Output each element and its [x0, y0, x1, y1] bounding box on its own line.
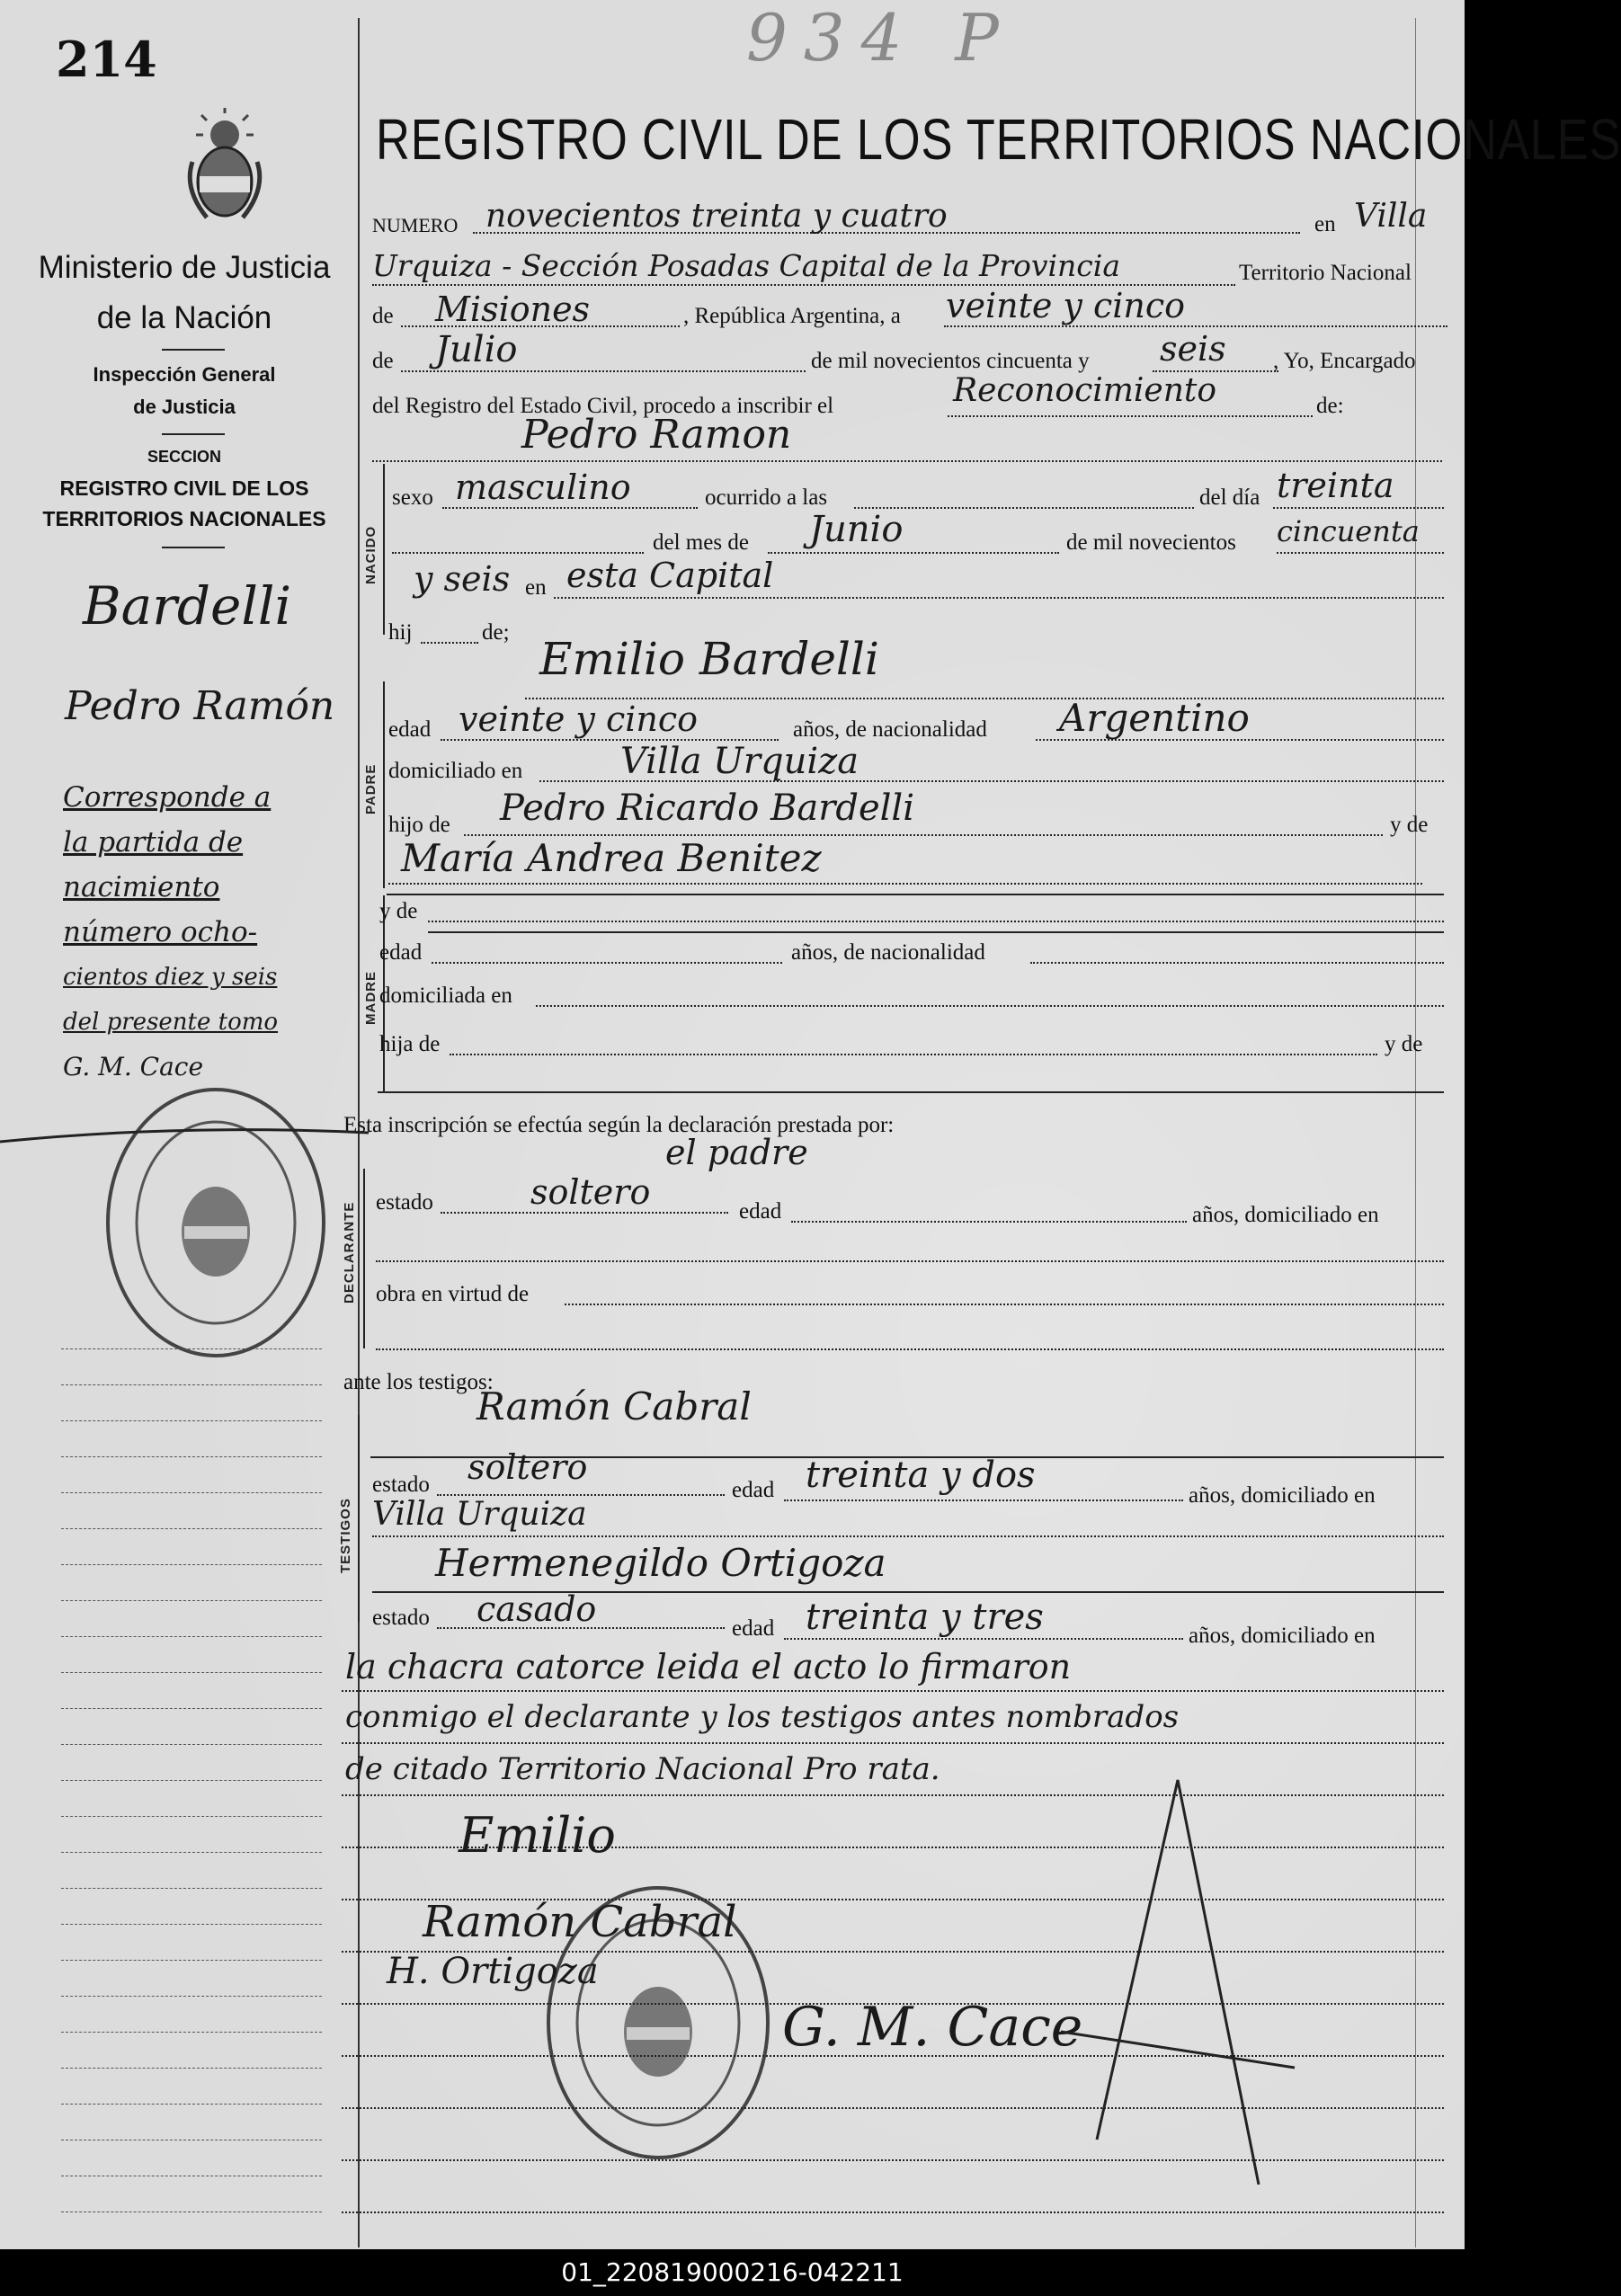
- hw-closing-line: conmigo el declarante y los testigos antes nombrados: [345, 1699, 1180, 1735]
- label-de-semicolon: de;: [482, 620, 510, 645]
- hw-father-name: Emilio Bardelli: [539, 633, 879, 685]
- hw-act-type: Reconocimiento: [953, 372, 1217, 409]
- page-number: 214: [56, 31, 157, 88]
- label-y-de: y de: [1390, 813, 1429, 837]
- sidebar-note-line: Corresponde a: [63, 781, 272, 814]
- hw-father-father: Pedro Ricardo Bardelli: [500, 788, 915, 829]
- label-hijo-de: hijo de: [388, 813, 450, 837]
- hw-declarant: el padre: [665, 1133, 808, 1172]
- hw-year-suffix: seis: [1160, 329, 1226, 369]
- hw-witness1-estado: soltero: [468, 1447, 588, 1487]
- label-ante-testigos: ante los testigos:: [343, 1370, 494, 1394]
- sidebar-note-line: la partida de: [63, 826, 244, 859]
- sidebar-given-names: Pedro Ramón: [65, 683, 335, 729]
- label-yo-encargado: , Yo, Encargado: [1273, 349, 1416, 373]
- label-domiciliado-en: domiciliado en: [388, 759, 523, 783]
- label-estado-declarante: estado: [376, 1190, 433, 1215]
- sidebar-note-line: nacimiento: [63, 871, 220, 903]
- signature-2: Ramón Cabral: [423, 1897, 737, 1947]
- label-anos-domiciliado: años, domiciliado en: [1192, 1203, 1379, 1227]
- hw-anio: cincuenta: [1277, 514, 1420, 548]
- hw-father-mother: María Andrea Benitez: [401, 836, 822, 880]
- hw-witness2-name: Hermenegildo Ortigoza: [435, 1541, 886, 1585]
- label-edad-testigo2: edad: [732, 1616, 775, 1641]
- label-edad-declarante: edad: [739, 1199, 782, 1224]
- label-edad-padre: edad: [388, 717, 432, 742]
- hw-anio-2: y seis: [414, 559, 511, 599]
- section-line-1: REGISTRO CIVIL DE LOS: [59, 476, 309, 500]
- signature-4: G. M. Cace: [782, 1996, 1083, 2059]
- hw-mes: Junio: [809, 509, 904, 550]
- hw-witness2-estado: casado: [477, 1589, 597, 1629]
- label-del-mes-de: del mes de: [653, 530, 749, 555]
- signature-flourish: [1061, 1762, 1295, 2194]
- hw-closing-line: la chacra catorce leida el acto lo firmaron: [345, 1647, 1072, 1686]
- side-label-declarante: DECLARANTE: [342, 1201, 357, 1304]
- label-de-month: de: [372, 349, 394, 373]
- label-anos-domiciliado-testigo1: años, domiciliado en: [1189, 1483, 1376, 1508]
- hw-en-place: Villa: [1354, 198, 1428, 235]
- label-ocurrido: ocurrido a las: [705, 485, 828, 510]
- sidebar-surname: Bardelli: [83, 575, 292, 636]
- hw-sexo: masculino: [455, 467, 631, 507]
- label-de-colon: de:: [1316, 394, 1344, 418]
- hw-place-line: Urquiza - Sección Posadas Capital de la Provincia: [372, 248, 1120, 283]
- label-de-territory: de: [372, 304, 394, 328]
- side-label-nacido: NACIDO: [363, 525, 379, 584]
- coat-of-arms-icon: [180, 108, 270, 225]
- label-en: en: [1314, 212, 1336, 236]
- signature-3: H. Ortigoza: [387, 1951, 599, 1992]
- hw-declarant-estado: soltero: [530, 1172, 651, 1212]
- label-del-registro: del Registro del Estado Civil, procedo a inscribir el: [372, 394, 834, 418]
- signature-1: Emilio: [459, 1807, 616, 1864]
- hw-territory: Misiones: [435, 289, 591, 329]
- label-territorio-nacional: Territorio Nacional: [1239, 261, 1412, 285]
- ministry-line-2: de la Nación: [96, 300, 272, 335]
- inspection-line-1: Inspección General: [93, 363, 276, 386]
- label-y-de-hija: y de: [1385, 1032, 1423, 1056]
- label-edad-testigo1: edad: [732, 1478, 775, 1502]
- section-label: SECCION: [147, 448, 221, 466]
- label-hija-de: hija de: [379, 1032, 441, 1056]
- hw-closing-line: de citado Territorio Nacional Pro rata.: [345, 1751, 940, 1787]
- label-sexo: sexo: [392, 485, 433, 510]
- label-estado-testigo2: estado: [372, 1606, 430, 1630]
- label-mil-cincuenta: de mil novecientos cincuenta y: [811, 349, 1090, 373]
- label-obra-en-virtud: obra en virtud de: [376, 1282, 530, 1306]
- footer-id: 01_220819000216-042211: [0, 2249, 1465, 2296]
- label-mil-novecientos: de mil novecientos: [1066, 530, 1236, 555]
- label-del-dia: del día: [1199, 485, 1260, 510]
- sidebar-note-line: del presente tomo: [63, 1009, 279, 1036]
- label-en-lugar: en: [525, 575, 547, 600]
- side-label-madre: MADRE: [363, 971, 379, 1025]
- label-anos-domiciliado-testigo2: años, domiciliado en: [1189, 1624, 1376, 1648]
- side-label-testigos: TESTIGOS: [338, 1498, 353, 1573]
- ministry-line-1: Ministerio de Justicia: [38, 250, 331, 285]
- sidebar-note-line: número ocho-: [63, 916, 258, 948]
- label-y-de-madre: y de: [379, 899, 418, 923]
- hw-witness2-edad: treinta y tres: [806, 1597, 1044, 1638]
- section-line-2: TERRITORIOS NACIONALES: [42, 507, 326, 530]
- sidebar-note: [63, 775, 333, 1090]
- label-domiciliada-en: domiciliada en: [379, 983, 512, 1008]
- label-estado-testigo1: estado: [372, 1473, 430, 1497]
- hw-numero: novecientos treinta y cuatro: [485, 198, 948, 235]
- hw-father-domicile: Villa Urquiza: [620, 741, 859, 782]
- hw-month: Julio: [435, 329, 518, 370]
- hw-day-date: veinte y cinco: [946, 286, 1186, 325]
- inspection-line-2: de Justicia: [133, 396, 236, 418]
- hw-lugar: esta Capital: [566, 556, 774, 595]
- hw-father-age: veinte y cinco: [459, 699, 699, 739]
- sidebar-note-line: G. M. Cace: [63, 1052, 204, 1081]
- hw-father-nationality: Argentino: [1059, 696, 1250, 740]
- hw-person: Pedro Ramon: [521, 412, 792, 458]
- side-label-padre: PADRE: [363, 763, 379, 814]
- label-hij: hij: [388, 620, 413, 645]
- hw-witness1-edad: treinta y dos: [806, 1455, 1036, 1496]
- hw-witness1-name: Ramón Cabral: [477, 1384, 752, 1428]
- label-edad-madre: edad: [379, 940, 423, 965]
- pencil-note: 934 P: [746, 0, 1015, 76]
- label-anos-nacionalidad: años, de nacionalidad: [793, 717, 987, 742]
- hw-dia: treinta: [1277, 466, 1394, 505]
- margin-stroke: [0, 1115, 378, 1187]
- label-republica: , República Argentina, a: [683, 304, 901, 328]
- hw-witness1-domicile: Villa Urquiza: [372, 1496, 587, 1533]
- label-numero: NUMERO: [372, 214, 459, 236]
- label-anos-nacionalidad-madre: años, de nacionalidad: [791, 940, 985, 965]
- sidebar-note-line: cientos diez y seis: [63, 964, 278, 991]
- label-declaracion: Esta inscripción se efectúa según la declaración prestada por:: [343, 1113, 895, 1137]
- document-title: REGISTRO CIVIL DE LOS TERRITORIOS NACIONALES: [376, 107, 1621, 172]
